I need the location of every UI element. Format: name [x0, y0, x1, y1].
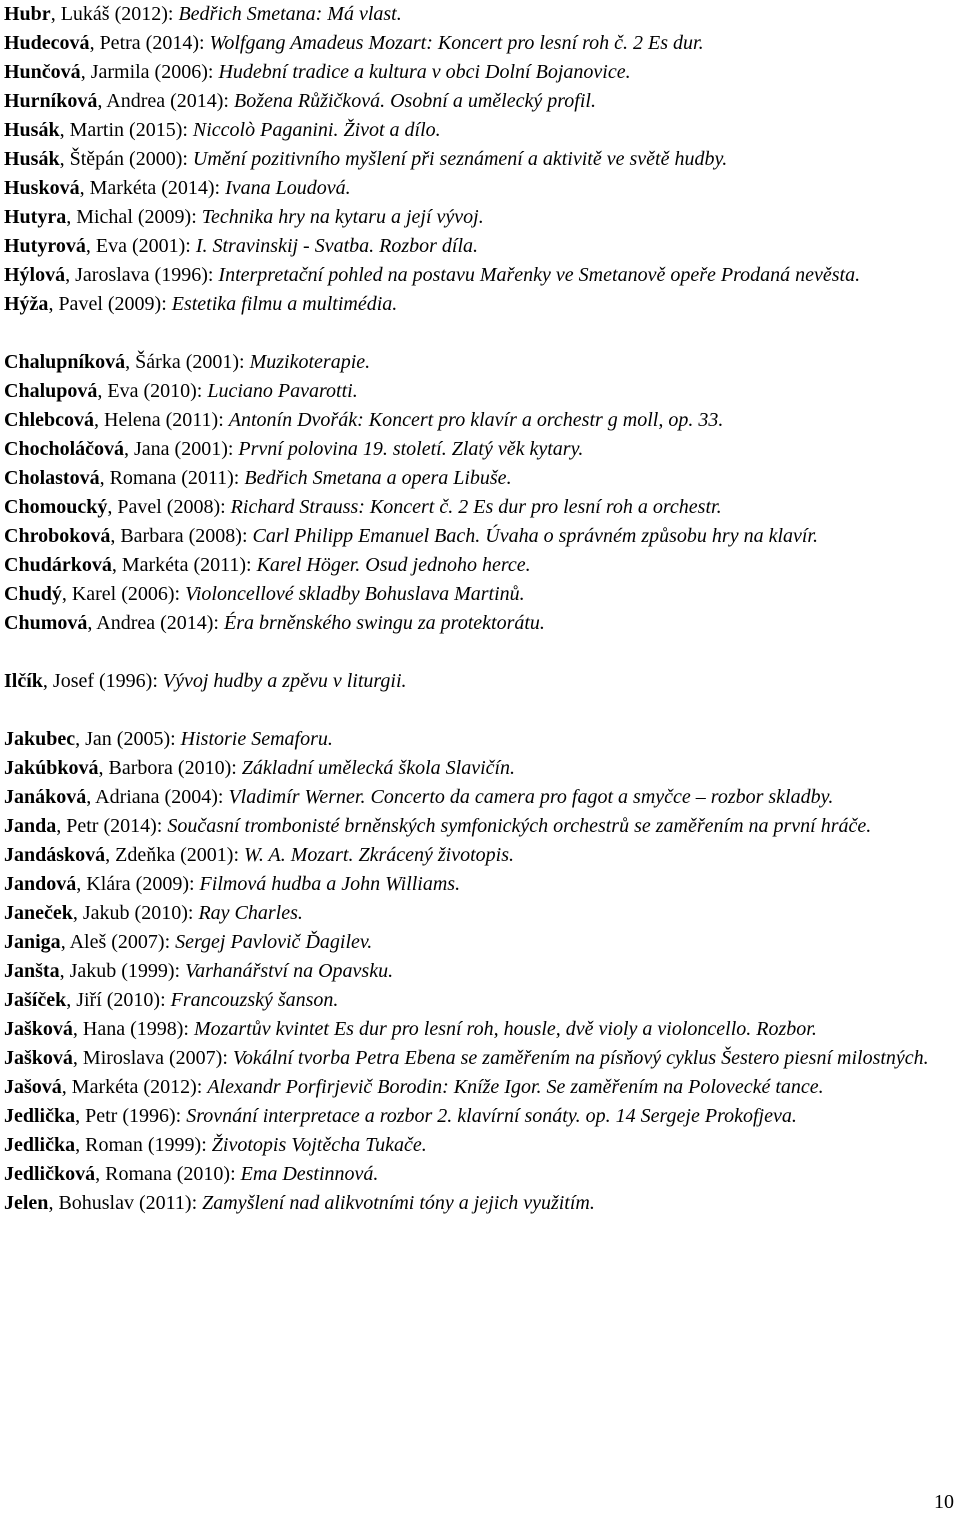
- entry-title: Hudební tradice a kultura v obci Dolní Bojanovice.: [218, 61, 631, 83]
- bibliography-entry: [4, 754, 956, 783]
- entry-title: Violoncellové skladby Bohuslava Martinů.: [185, 583, 525, 605]
- entry-title: Bedřich Smetana a opera Libuše.: [244, 467, 512, 489]
- entry-surname: Jedličková: [4, 1163, 96, 1185]
- entry-title: Niccolò Paganini. Život a dílo.: [192, 119, 441, 141]
- entry-author-year: , Pavel (2009):: [48, 293, 172, 315]
- entry-surname: Husková: [4, 177, 80, 199]
- entry-surname: Hýža: [4, 293, 49, 315]
- entry-author-year: , Bohuslav (2011):: [48, 1192, 203, 1214]
- bibliography-entry: [4, 841, 956, 870]
- entry-title: I. Stravinskij - Svatba. Rozbor díla.: [195, 235, 479, 257]
- entry-title: Filmová hudba a John Williams.: [199, 873, 461, 895]
- entry-surname: Hudecová: [4, 32, 90, 54]
- entry-surname: Chalupová: [4, 380, 98, 402]
- bibliography-entry: [4, 348, 956, 377]
- entry-surname: Chlebcová: [4, 409, 94, 431]
- entry-surname: Ilčík: [4, 670, 43, 692]
- bibliography-entry: [4, 812, 956, 841]
- entry-author-year: , Markéta (2014):: [79, 177, 226, 199]
- entry-surname: Jandásková: [4, 844, 106, 866]
- entry-author-year: , Michal (2009):: [66, 206, 202, 228]
- entry-author-year: , Andrea (2014):: [97, 90, 234, 112]
- entry-author-year: , Markéta (2012):: [61, 1076, 208, 1098]
- entry-surname: Hurníková: [4, 90, 98, 112]
- entry-surname: Jašová: [4, 1076, 62, 1098]
- entry-author-year: , Lukáš (2012):: [50, 3, 179, 25]
- entry-author-year: , Jiří (2010):: [66, 989, 171, 1011]
- bibliography-entry: [4, 725, 956, 754]
- entry-surname: Jedlička: [4, 1105, 76, 1127]
- bibliography-entry: [4, 783, 956, 812]
- entry-surname: Chudárková: [4, 554, 112, 576]
- entry-author-year: , Jaroslava (1996):: [65, 264, 219, 286]
- entry-title: Muzikoterapie.: [249, 351, 371, 373]
- entry-title: Ema Destinnová.: [240, 1163, 379, 1185]
- entry-author-year: , Zdeňka (2001):: [105, 844, 245, 866]
- entry-surname: Janda: [4, 815, 57, 837]
- entry-author-year: , Adriana (2004):: [86, 786, 229, 808]
- bibliography-list: [4, 0, 956, 1218]
- page-number: 10: [934, 1491, 954, 1513]
- bibliography-entry: [4, 1073, 956, 1102]
- entry-author-year: , Karel (2006):: [61, 583, 186, 605]
- entry-surname: Janšta: [4, 960, 60, 982]
- entry-surname: Janeček: [4, 902, 73, 924]
- bibliography-entry: [4, 0, 956, 29]
- bibliography-entry: [4, 145, 956, 174]
- entry-title: Zamyšlení nad alikvotními tóny a jejich využitím.: [202, 1192, 595, 1214]
- entry-author-year: , Eva (2010):: [97, 380, 208, 402]
- entry-title: W. A. Mozart. Zkrácený životopis.: [244, 844, 515, 866]
- entry-title: Francouzský šanson.: [170, 989, 339, 1011]
- entry-author-year: , Barbora (2010):: [98, 757, 242, 779]
- entry-author-year: , Eva (2001):: [85, 235, 196, 257]
- entry-title: Interpretační pohled na postavu Mařenky ve Smetanově opeře Prodaná nevěsta.: [218, 264, 861, 286]
- entry-group: [4, 725, 956, 1218]
- entry-surname: Chomoucký: [4, 496, 108, 518]
- entry-title: Srovnání interpretace a rozbor 2. klavírní sonáty. op. 14 Sergeje Prokofjeva.: [186, 1105, 797, 1127]
- bibliography-entry: [4, 377, 956, 406]
- entry-title: Wolfgang Amadeus Mozart: Koncert pro lesní roh č. 2 Es dur.: [209, 32, 704, 54]
- bibliography-entry: [4, 1160, 956, 1189]
- entry-title: Karel Höger. Osud jednoho herce.: [256, 554, 531, 576]
- entry-author-year: , Miroslava (2007):: [72, 1047, 233, 1069]
- entry-author-year: , Jana (2001):: [124, 438, 239, 460]
- bibliography-entry: [4, 551, 956, 580]
- bibliography-entry: [4, 1102, 956, 1131]
- entry-title: Bedřich Smetana: Má vlast.: [178, 3, 402, 25]
- entry-surname: Jašíček: [4, 989, 67, 1011]
- entry-author-year: , Šárka (2001):: [125, 351, 250, 373]
- entry-title: Vývoj hudby a zpěvu v liturgii.: [162, 670, 407, 692]
- entry-author-year: , Aleš (2007):: [60, 931, 176, 953]
- entry-author-year: , Klára (2009):: [76, 873, 200, 895]
- entry-title: Současní trombonisté brněnských symfonických orchestrů se zaměřením na první hráče.: [167, 815, 872, 837]
- entry-surname: Chumová: [4, 612, 88, 634]
- entry-title: Éra brněnského swingu za protektorátu.: [224, 612, 545, 634]
- entry-author-year: , Jakub (1999):: [59, 960, 186, 982]
- bibliography-entry: [4, 580, 956, 609]
- bibliography-entry: [4, 957, 956, 986]
- entry-surname: Chocholáčová: [4, 438, 124, 460]
- bibliography-entry: [4, 986, 956, 1015]
- bibliography-entry: [4, 435, 956, 464]
- entry-title: Richard Strauss: Koncert č. 2 Es dur pro lesní roh a orchestr.: [230, 496, 722, 518]
- entry-group: [4, 348, 956, 638]
- bibliography-entry: [4, 232, 956, 261]
- entry-group: [4, 0, 956, 319]
- entry-title: Ivana Loudová.: [225, 177, 351, 199]
- bibliography-entry: [4, 87, 956, 116]
- entry-author-year: , Jakub (2010):: [72, 902, 199, 924]
- entry-title: První polovina 19. století. Zlatý věk kytary.: [238, 438, 584, 460]
- entry-title: Technika hry na kytaru a její vývoj.: [201, 206, 484, 228]
- entry-title: Základní umělecká škola Slavičín.: [241, 757, 516, 779]
- entry-author-year: , Helena (2011):: [94, 409, 229, 431]
- bibliography-entry: [4, 406, 956, 435]
- entry-author-year: , Petr (2014):: [56, 815, 168, 837]
- entry-surname: Jakúbková: [4, 757, 99, 779]
- bibliography-entry: [4, 203, 956, 232]
- bibliography-entry: [4, 667, 956, 696]
- entry-surname: Hutyrová: [4, 235, 86, 257]
- bibliography-entry: [4, 493, 956, 522]
- entry-surname: Hýlová: [4, 264, 66, 286]
- entry-surname: Jedlička: [4, 1134, 76, 1156]
- bibliography-entry: [4, 464, 956, 493]
- entry-author-year: , Petra (2014):: [89, 32, 210, 54]
- entry-surname: Hubr: [4, 3, 51, 25]
- bibliography-entry: [4, 609, 956, 638]
- bibliography-entry: [4, 116, 956, 145]
- entry-surname: Husák: [4, 119, 60, 141]
- entry-title: Vladimír Werner. Concerto da camera pro fagot a smyčce – rozbor skladby.: [228, 786, 834, 808]
- bibliography-entry: [4, 58, 956, 87]
- entry-title: Vokální tvorba Petra Ebena se zaměřením na písňový cyklus Šestero piesní milostných.: [232, 1047, 929, 1069]
- entry-author-year: , Barbara (2008):: [110, 525, 253, 547]
- entry-surname: Jelen: [4, 1192, 49, 1214]
- entry-title: Luciano Pavarotti.: [207, 380, 358, 402]
- bibliography-entry: [4, 928, 956, 957]
- entry-title: Ray Charles.: [198, 902, 303, 924]
- entry-title: Alexandr Porfirjevič Borodin: Kníže Igor. Se zaměřením na Polovecké tance.: [207, 1076, 824, 1098]
- entry-surname: Jašková: [4, 1047, 73, 1069]
- entry-author-year: , Jan (2005):: [75, 728, 181, 750]
- entry-surname: Janáková: [4, 786, 87, 808]
- entry-author-year: , Romana (2011):: [99, 467, 245, 489]
- entry-title: Antonín Dvořák: Koncert pro klavír a orchestr g moll, op. 33.: [228, 409, 724, 431]
- entry-author-year: , Romana (2010):: [95, 1163, 241, 1185]
- bibliography-entry: [4, 261, 956, 290]
- bibliography-entry: [4, 899, 956, 928]
- entry-author-year: , Martin (2015):: [59, 119, 193, 141]
- entry-surname: Chalupníková: [4, 351, 126, 373]
- bibliography-entry: [4, 1044, 956, 1073]
- entry-title: Carl Philipp Emanuel Bach. Úvaha o správném způsobu hry na klavír.: [252, 525, 818, 547]
- entry-title: Božena Růžičková. Osobní a umělecký profil.: [234, 90, 596, 112]
- bibliography-entry: [4, 290, 956, 319]
- entry-title: Varhanářství na Opavsku.: [185, 960, 394, 982]
- entry-author-year: , Hana (1998):: [72, 1018, 194, 1040]
- entry-title: Estetika filmu a multimédia.: [171, 293, 398, 315]
- entry-surname: Jandová: [4, 873, 77, 895]
- entry-group: [4, 667, 956, 696]
- bibliography-entry: [4, 522, 956, 551]
- entry-author-year: , Štěpán (2000):: [59, 148, 193, 170]
- entry-surname: Jašková: [4, 1018, 73, 1040]
- bibliography-entry: [4, 870, 956, 899]
- entry-author-year: , Roman (1999):: [75, 1134, 212, 1156]
- entry-title: Mozartův kvintet Es dur pro lesní roh, housle, dvě violy a violoncello. Rozbor.: [193, 1018, 817, 1040]
- entry-title: Sergej Pavlovič Ďagilev.: [175, 931, 373, 953]
- entry-author-year: , Markéta (2011):: [111, 554, 257, 576]
- entry-title: Historie Semaforu.: [180, 728, 333, 750]
- entry-author-year: , Petr (1996):: [75, 1105, 187, 1127]
- entry-author-year: , Pavel (2008):: [107, 496, 231, 518]
- entry-surname: Hunčová: [4, 61, 81, 83]
- entry-author-year: , Andrea (2014):: [87, 612, 224, 634]
- entry-author-year: , Josef (1996):: [42, 670, 163, 692]
- entry-title: Životopis Vojtěcha Tukače.: [211, 1134, 427, 1156]
- bibliography-entry: [4, 1131, 956, 1160]
- entry-surname: Jakubec: [4, 728, 76, 750]
- bibliography-entry: [4, 1189, 956, 1218]
- bibliography-entry: [4, 1015, 956, 1044]
- bibliography-entry: [4, 174, 956, 203]
- entry-surname: Chudý: [4, 583, 62, 605]
- entry-surname: Hutyra: [4, 206, 67, 228]
- entry-title: Umění pozitivního myšlení při seznámení a aktivitě ve světě hudby.: [192, 148, 728, 170]
- entry-surname: Cholastová: [4, 467, 100, 489]
- entry-surname: Husák: [4, 148, 60, 170]
- bibliography-entry: [4, 29, 956, 58]
- entry-surname: Janiga: [4, 931, 61, 953]
- entry-author-year: , Jarmila (2006):: [80, 61, 219, 83]
- entry-surname: Chroboková: [4, 525, 111, 547]
